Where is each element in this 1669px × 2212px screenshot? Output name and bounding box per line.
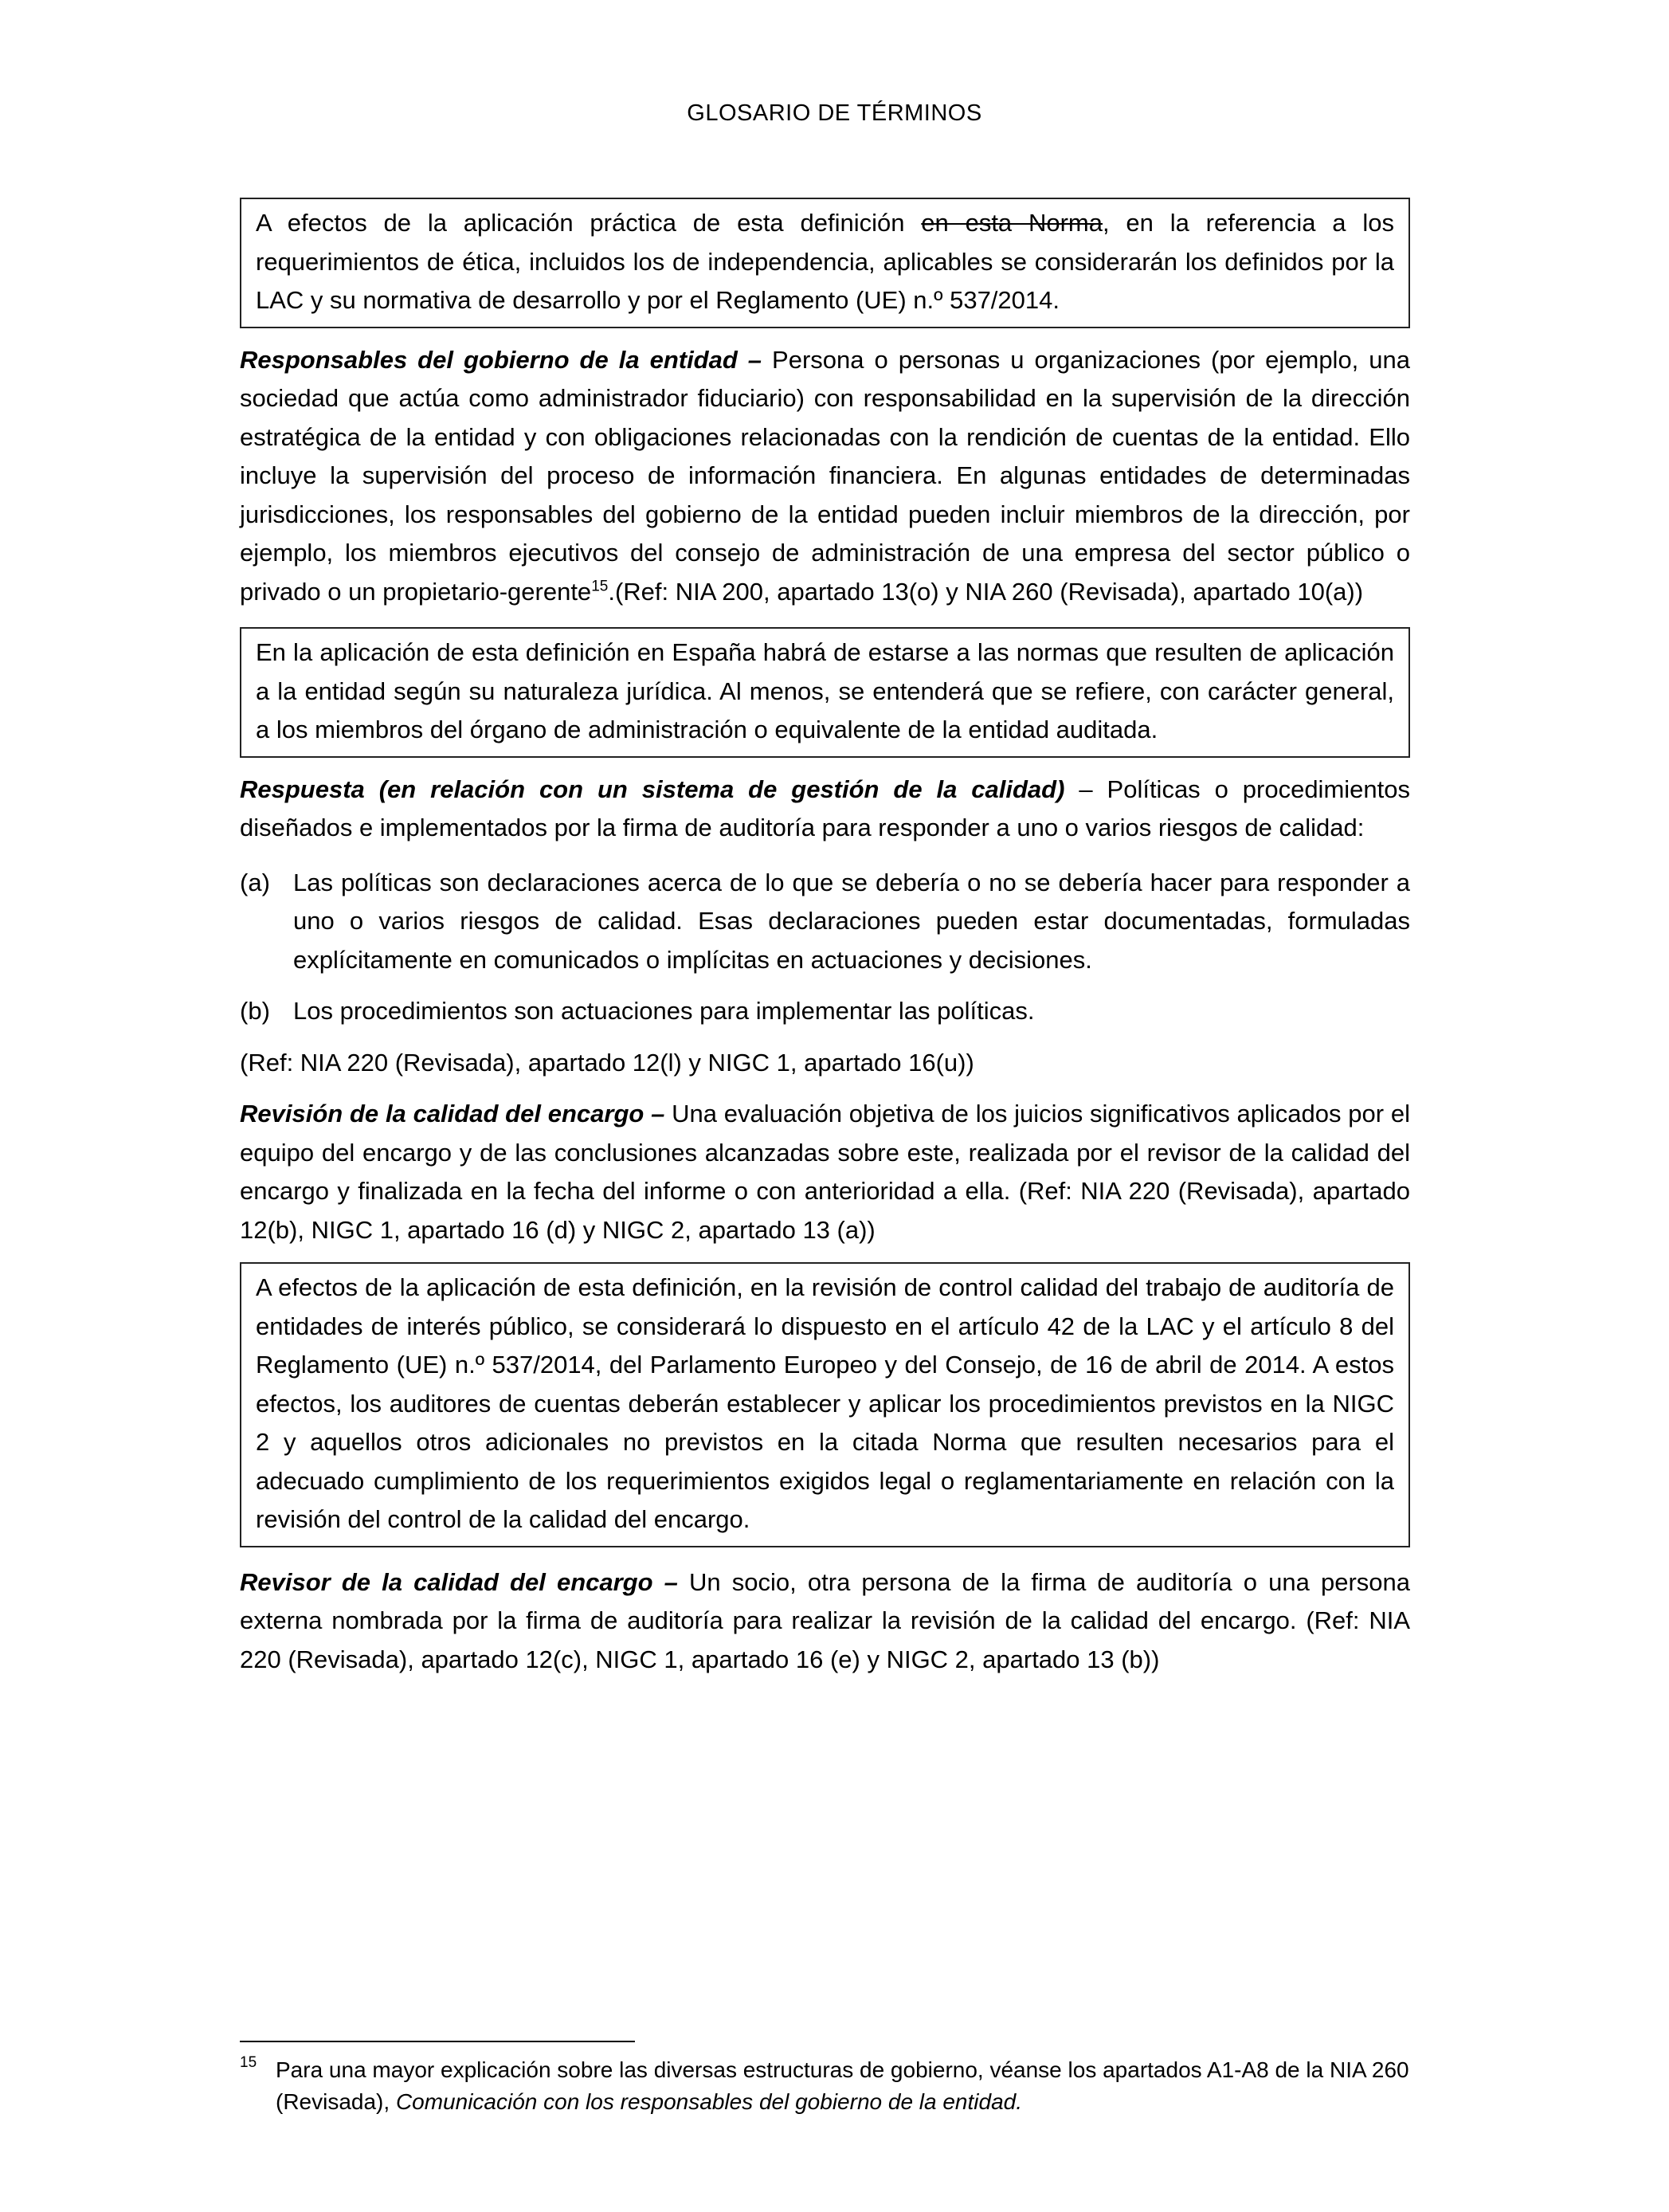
note-box-eip <box>240 1262 1410 1547</box>
footnote-reference[interactable]: 15 <box>591 578 609 595</box>
entry-definition: Un socio, otra persona de la firma de auditoría o una persona externa nombrada por la firma de auditoría para realizar la revisión de la calidad del encargo. (Ref: NIA 220 (Revisada), apartado 12(c), NIGC 1, apartado 16 (e) y NIGC 2, apartado 13 (b)) <box>240 1567 1411 1673</box>
footnote-divider <box>240 2041 635 2042</box>
footnote <box>240 2054 1410 2118</box>
entry-reference: (Ref: NIA 220 (Revisada), apartado 12(l) y NIGC 1, apartado 16(u)) <box>240 1048 974 1077</box>
note-text: A efectos de la aplicación de esta definición, en la revisión de control calidad del trabajo de auditoría de entidades de interés público, se considerará lo dispuesto en el artículo 42 de la LAC y el artículo 8 del Reglamento (UE) n.º 537/2014, del Parlamento Europeo y del Consejo, de 16 de abril de 2014. A estos efectos, los auditores de cuentas deberán establecer y aplicar los procedimientos previstos en la NIGC 2 y aquellos otros adicionales no previstos en la citada Norma que resulten necesarios para el adecuado cumplimiento de los requerimientos exigidos legal o reglamentariamente en relación con la revisión del control de la calidad del encargo. <box>256 1273 1394 1533</box>
page-header: GLOSARIO DE TÉRMINOS <box>687 100 982 126</box>
entry-term: Respuesta (en relación con un sistema de gestión de la calidad) <box>240 775 1065 803</box>
note-text: En la aplicación de esta definición en España habrá de estarse a las normas que resulten de aplicación a la entidad según su naturaleza jurídica. Al menos, se entenderá que se refiere, con carácter general, a los miembros del órgano de administración o equivalente de la entidad auditada. <box>256 638 1394 743</box>
glossary-entry-revisor <box>240 1563 1410 1680</box>
note-box-spain <box>240 627 1410 758</box>
list-text: Los procedimientos son actuaciones para implementar las políticas. <box>293 997 1035 1025</box>
page-content <box>240 198 1410 1679</box>
entry-reference: .(Ref: NIA 200, apartado 13(o) y NIA 260 (Revisada), apartado 10(a)) <box>608 577 1364 606</box>
glossary-entry-responsables <box>240 341 1410 612</box>
footnote-text: Para una mayor explicación sobre las diversas estructuras de gobierno, véanse los apartados A1-A8 de la NIA 260 (Revisada), Comunicación con los responsables del gobierno de la entidad. <box>276 2057 1409 2114</box>
glossary-entry-revision <box>240 1095 1410 1249</box>
entry-definition: Persona o personas u organizaciones (por ejemplo, una sociedad que actúa como administrador fiduciario) con responsabilidad en la supervisión de la dirección estratégica de la entidad y con obligaciones relacionadas con la rendición de cuentas de la entidad. Ello incluye la supervisión del proceso de información financiera. En algunas entidades de determinadas jurisdicciones, los responsables del gobierno de la entidad pueden incluir miembros de la dirección, por ejemplo, los miembros ejecutivos del consejo de administración de una empresa del sector público o privado o un propietario-gerente <box>240 345 1411 606</box>
entry-term: Responsables del gobierno de la entidad – <box>240 345 762 374</box>
entry-term: Revisor de la calidad del encargo – <box>240 1567 678 1596</box>
entry-definition: – Políticas o procedimientos diseñados e implementados por la firma de auditoría para responder a uno o varios riesgos de calidad: <box>240 775 1410 841</box>
footnote-title: Comunicación con los responsables del gobierno de la entidad. <box>395 2089 1023 2114</box>
note-text: A efectos de la aplicación práctica de esta definición en esta Norma, en la referencia a los requerimientos de ética, incluidos los de independencia, aplicables se considerarán los definidos por la LAC y su normativa de desarrollo y por el Reglamento (UE) n.º 537/2014. <box>256 209 1394 314</box>
list-item-a <box>240 864 1410 980</box>
list-label: (b) <box>240 997 270 1025</box>
list-label: (a) <box>240 868 270 896</box>
entry-term: Revisión de la calidad del encargo – <box>240 1100 665 1128</box>
struck-text: en esta Norma <box>921 209 1103 237</box>
entry-definition: Una evaluación objetiva de los juicios significativos aplicados por el equipo del encargo y de las conclusiones alcanzadas sobre este, realizada por el revisor de la calidad del encargo y finalizada en la fecha del informe o con anterioridad a ella. (Ref: NIA 220 (Revisada), apartado 12(b), NIGC 1, apartado 16 (d) y NIGC 2, apartado 13 (a)) <box>240 1100 1411 1244</box>
list-item-b <box>240 992 1410 1031</box>
footnote-number: 15 <box>240 2054 257 2071</box>
glossary-entry-respuesta <box>240 771 1410 848</box>
list-text: Las políticas son declaraciones acerca de lo que se debería o no se debería hacer para responder a uno o varios riesgos de calidad. Esas declaraciones pueden estar documentadas, formuladas explícitamente en comunicados o implícitas en actuaciones y decisiones. <box>293 868 1410 974</box>
note-box-ethics <box>240 198 1410 328</box>
